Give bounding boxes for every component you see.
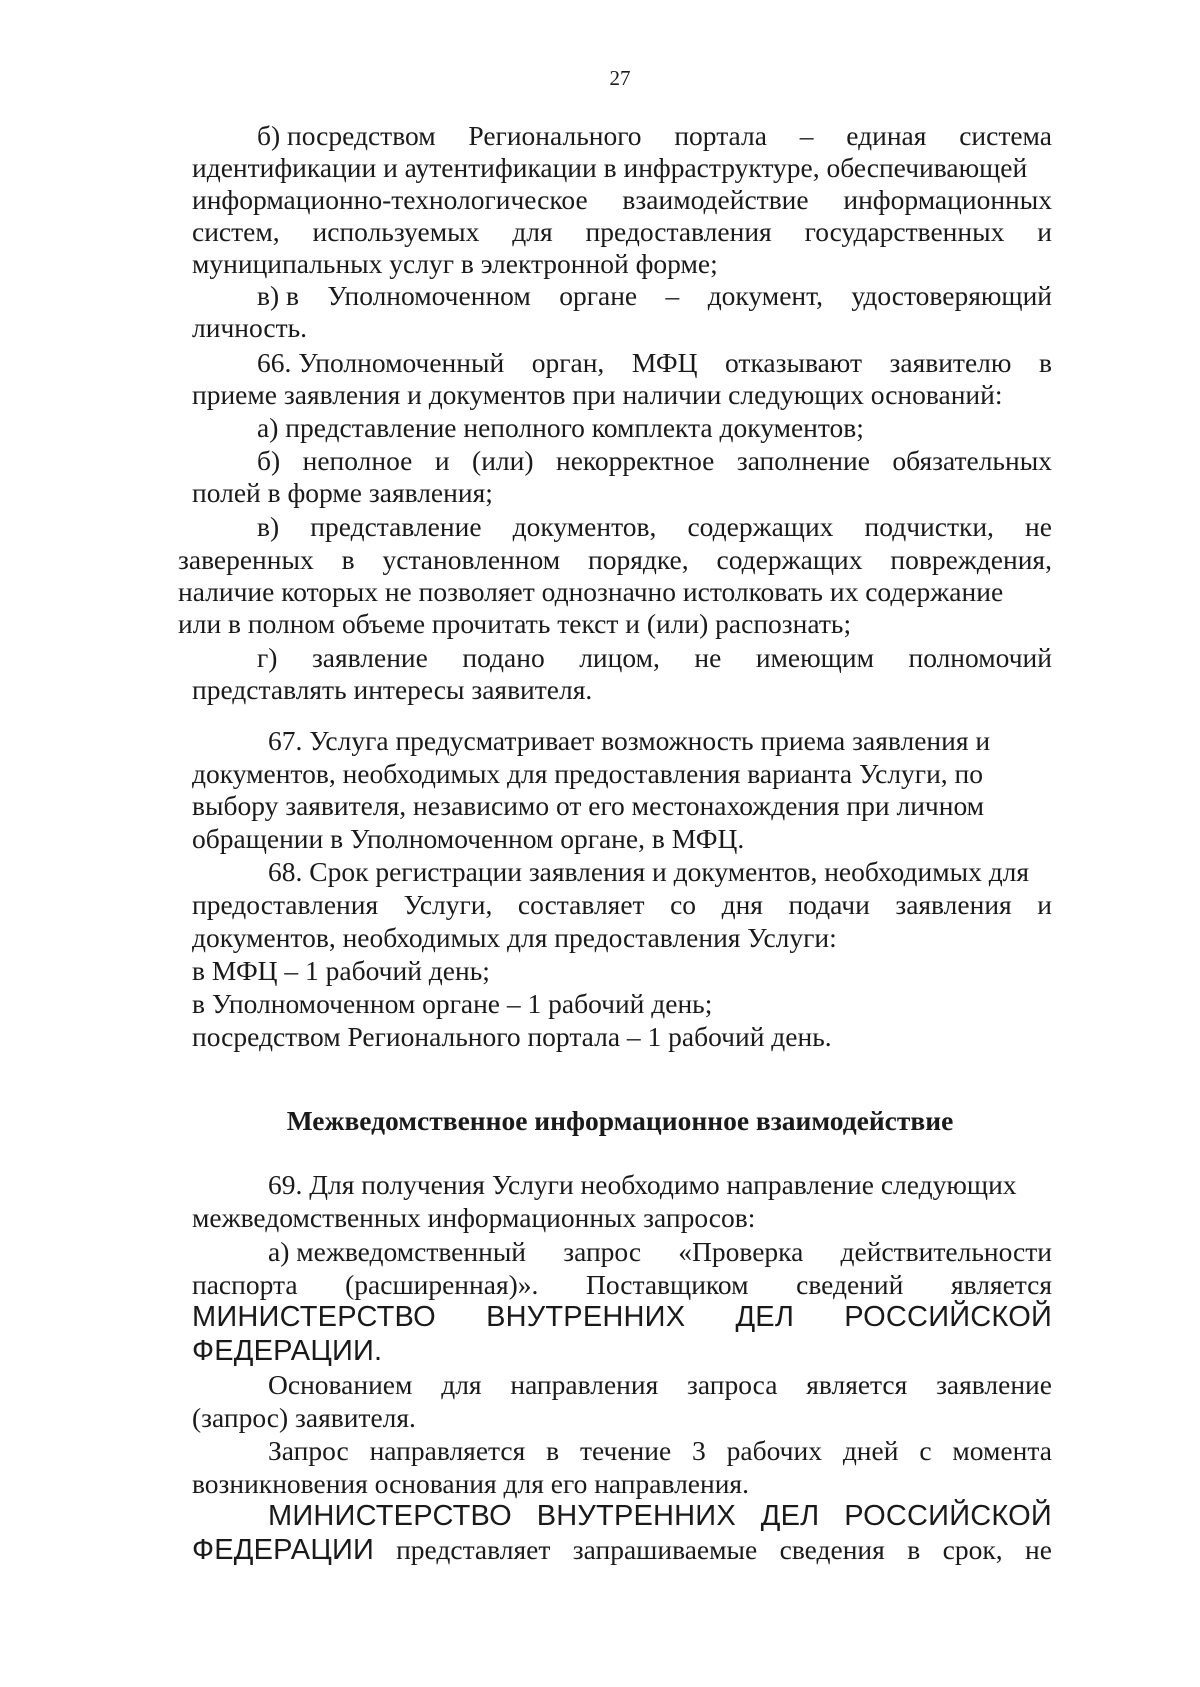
text-line: межведомственных информационных запросов: [192, 1202, 756, 1233]
word: представление [310, 511, 482, 542]
word: в) [257, 511, 280, 542]
word: течение [579, 1435, 672, 1466]
section-heading: Межведомственное информационное взаимодействие [286, 1105, 954, 1136]
word: и [1037, 216, 1052, 247]
text-line: в Уполномоченном органе – 1 рабочий день; [192, 988, 713, 1019]
text-line: 69. Для получения Услуги необходимо направление следующих [268, 1169, 1017, 1200]
text-line: документов, необходимых для предоставления Услуги: [192, 922, 837, 953]
word: РОССИЙСКОЙ [844, 1500, 1052, 1532]
word: орган, [531, 347, 605, 378]
word: Уполномоченном [327, 280, 531, 311]
justified-line [257, 345, 1052, 381]
caps-word: ФЕДЕРАЦИИ [192, 1534, 375, 1566]
text-line: в МФЦ – 1 рабочий день; [192, 955, 490, 986]
word: ДЕЛ [760, 1500, 820, 1532]
word: 66. Уполномоченный [257, 347, 505, 378]
word: Регионального [468, 120, 642, 151]
justified-line [178, 542, 1052, 578]
justified-line [257, 509, 1052, 545]
word: дней [842, 1435, 899, 1466]
word: составляет [517, 889, 645, 920]
word: используемых [312, 216, 480, 247]
word: документ, [707, 280, 823, 311]
word: неполное [302, 445, 413, 476]
justified-line [268, 1433, 1052, 1469]
word: повреждения, [890, 544, 1052, 575]
text-line: полей в форме заявления; [192, 477, 493, 508]
word: информационно-технологическое [192, 184, 588, 215]
word: «Проверка [678, 1236, 804, 1267]
word: заявление [311, 642, 428, 673]
word: срок, [942, 1534, 1003, 1565]
word: направления [510, 1369, 659, 1400]
justified-line [257, 118, 1052, 154]
word: МФЦ [631, 347, 698, 378]
word: некорректное [556, 445, 715, 476]
justified-line [268, 1234, 1052, 1270]
word: удостоверяющий [851, 280, 1052, 311]
word: единая [846, 120, 927, 151]
word-group [396, 1532, 1052, 1568]
justified-line [192, 887, 1052, 923]
text-line: ФЕДЕРАЦИИ. [192, 1335, 383, 1367]
text-line: личность. [192, 312, 308, 343]
text-line: 67. Услуга предусматривает возможность приема заявления и [268, 725, 991, 756]
text-line: муниципальных услуг в электронной форме; [192, 248, 718, 279]
justified-line [192, 182, 1052, 218]
text-line: (запрос) заявителя. [192, 1402, 416, 1433]
word: не [1025, 1534, 1052, 1565]
word: Основанием [268, 1369, 413, 1400]
word: в [907, 1534, 921, 1565]
word: государственных [804, 216, 1005, 247]
word: действительности [840, 1236, 1052, 1267]
word: для [441, 1369, 482, 1400]
word: РОССИЙСКОЙ [844, 1301, 1052, 1333]
justified-line [192, 1299, 1052, 1335]
word: полномочий [908, 642, 1052, 673]
word: содержащих [687, 511, 834, 542]
text-line: возникновения основания для его направления. [192, 1468, 749, 1499]
word: г) [257, 642, 278, 673]
text-line: посредством Регионального портала – 1 рабочий день. [192, 1021, 832, 1052]
page-number: 27 [609, 66, 631, 90]
word: система [959, 120, 1052, 151]
text-line: а) представление неполного комплекта документов; [257, 412, 864, 443]
text-line: 68. Срок регистрации заявления и документов, необходимых для [268, 856, 1030, 887]
word: (или) [472, 445, 534, 476]
word: сведения [779, 1534, 885, 1565]
word: – [665, 280, 680, 311]
word: заверенных [178, 544, 314, 575]
word: дня [721, 889, 763, 920]
word: 3 [692, 1435, 706, 1466]
word: установленном [382, 544, 561, 575]
word: органе [559, 280, 638, 311]
word: заявление [936, 1369, 1052, 1400]
word: портала [674, 120, 767, 151]
word: Запрос [268, 1435, 349, 1466]
word: не [1025, 511, 1052, 542]
word: ВНУТРЕННИХ [536, 1500, 736, 1532]
word: заявителю [889, 347, 1012, 378]
word: МИНИСТЕРСТВО [192, 1301, 436, 1333]
word: ДЕЛ [735, 1301, 795, 1333]
word: и [434, 445, 450, 476]
word: направляется [369, 1435, 526, 1466]
word: подчистки, [864, 511, 994, 542]
justified-line [268, 1498, 1052, 1534]
word: взаимодействие [622, 184, 809, 215]
text-line: представлять интересы заявителя. [192, 674, 593, 705]
word: с [919, 1435, 932, 1466]
word: предоставления [192, 889, 379, 920]
word: запрашиваемые [572, 1534, 758, 1565]
word: предоставления [585, 216, 772, 247]
text-line: наличие которых не позволяет однозначно истолковать их содержание [178, 576, 1004, 607]
text-line: выбору заявителя, независимо от его местонахождения при личном [192, 790, 985, 821]
word: запроса [687, 1369, 778, 1400]
word: и [1037, 889, 1052, 920]
justified-line [257, 640, 1052, 676]
word: систем, [192, 216, 280, 247]
justified-line [257, 443, 1052, 479]
word: заполнение [736, 445, 870, 476]
word: представляет [396, 1534, 551, 1565]
word: подано [462, 642, 545, 673]
word: порядке, [588, 544, 689, 575]
word: в [546, 1435, 560, 1466]
word: запрос [563, 1236, 642, 1267]
word: б) посредством [257, 120, 436, 151]
word: является [950, 1269, 1052, 1300]
word: сведений [796, 1269, 904, 1300]
word: документов, [512, 511, 657, 542]
word: ВНУТРЕННИХ [486, 1301, 686, 1333]
justified-line [192, 1267, 1052, 1303]
word: для [512, 216, 553, 247]
word: (расширенная)». [345, 1269, 539, 1300]
word: б) [257, 445, 281, 476]
word: момента [952, 1435, 1052, 1466]
word: паспорта [192, 1269, 298, 1300]
word: является [806, 1369, 908, 1400]
justified-line [192, 214, 1052, 250]
text-line: приеме заявления и документов при наличии следующих оснований: [192, 379, 1003, 410]
word: МИНИСТЕРСТВО [268, 1500, 512, 1532]
text-line: идентификации и аутентификации в инфраструктуре, обеспечивающей [192, 152, 1028, 183]
word: Услуги, [403, 889, 493, 920]
word: Поставщиком [585, 1269, 749, 1300]
text-line: документов, необходимых для предоставления варианта Услуги, по [192, 758, 984, 789]
word: со [670, 889, 697, 920]
word: в [341, 544, 355, 575]
word: обязательных [892, 445, 1052, 476]
word: заявления [895, 889, 1012, 920]
word: информационных [843, 184, 1052, 215]
word: рабочих [726, 1435, 822, 1466]
word: имеющим [755, 642, 874, 673]
justified-line [192, 1532, 1052, 1568]
word: в [1038, 347, 1052, 378]
justified-line [257, 278, 1052, 314]
word: подачи [788, 889, 870, 920]
word: а) межведомственный [268, 1236, 527, 1267]
word: в) в [257, 280, 300, 311]
justified-line [268, 1367, 1052, 1403]
text-line: обращении в Уполномоченном органе, в МФЦ. [192, 823, 745, 854]
word: – [799, 120, 814, 151]
text-line: или в полном объеме прочитать текст и (или) распознать; [178, 608, 852, 639]
word: содержащих [716, 544, 863, 575]
word: не [694, 642, 722, 673]
word: отказывают [725, 347, 862, 378]
word: лицом, [579, 642, 660, 673]
